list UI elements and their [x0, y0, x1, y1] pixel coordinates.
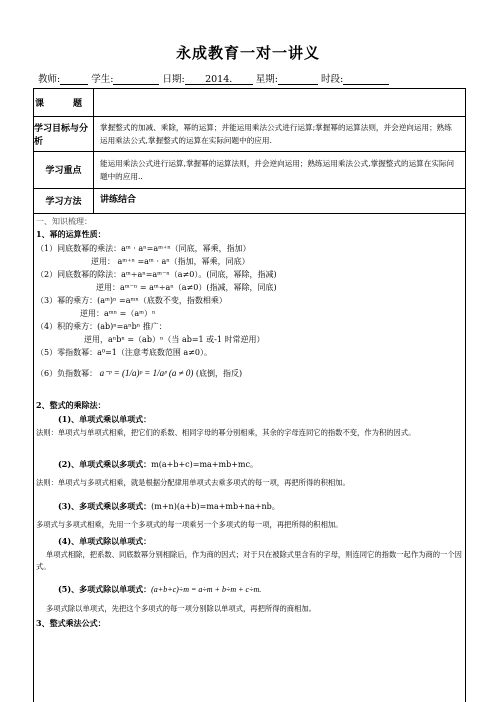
- poly-times-poly-formula: (m+n)(a+b)=ma+mb+na+nb。: [151, 502, 280, 511]
- row-method: [34, 188, 465, 214]
- section-heading: 一、知识梳理：: [36, 217, 92, 226]
- row-body-focus: 能运用乘法公式进行运算,掌握幂的运算法则，并会逆向运用；熟练运用乘法公式,掌握整式的运算在实际问题中的应用..: [100, 158, 455, 181]
- rule-3-inverse: 逆用：aᵐⁿ =（aᵐ）ⁿ: [80, 309, 156, 318]
- period-blank[interactable]: [343, 74, 389, 85]
- row-head-method: 学习方法: [34, 188, 94, 213]
- negative-exponent-formula: a⁻ᵖ = (1/a)ᵖ = 1/aᵖ (a ≠ 0): [99, 368, 194, 378]
- header-info-line: [38, 71, 478, 85]
- rule-1-inverse: 逆用： aᵐ⁺ⁿ =aᵐ · aⁿ（指加，幂乘，同底）: [91, 257, 250, 266]
- period-label: 时段:: [320, 74, 344, 85]
- teacher-label: 教师:: [38, 74, 61, 85]
- mono-times-poly-heading: (2)、单项式乘以多项式：: [58, 459, 152, 469]
- rule-4: （4）积的乘方：(ab)ⁿ=aⁿbⁿ 推广：: [36, 322, 167, 331]
- poly-div-mono: [58, 583, 261, 596]
- rule-4-inverse: 逆用，aⁿbⁿ =（ab）ⁿ（当 ab=1 或-1 时常逆用）: [84, 335, 265, 344]
- student-label: 学生:: [91, 74, 114, 85]
- rule-6-label: （6）负指数幂：: [36, 369, 98, 378]
- teacher-blank[interactable]: [60, 74, 88, 85]
- rule-2-inverse: 逆用：aᵐ⁻ⁿ = aᵐ÷aⁿ（a≠0）(指减，幂除，同底): [96, 283, 277, 292]
- document-title: 永成教育一对一讲义: [175, 44, 320, 62]
- mono-times-mono-rule: 法则：单项式与单项式相乘，把它们的系数、相同字母的幂分别相乘，其余的字母连同它的指数不变，作为积的因式。: [36, 428, 416, 437]
- poly-div-mono-heading: (5)、多项式除以单项式：: [58, 584, 152, 594]
- rule-6-note: (底倒，指反): [195, 369, 243, 378]
- mono-times-poly-formula: m(a+b+c)=ma+mb+mc。: [151, 460, 258, 469]
- subsection-power-rules: 1、幂的运算性质：: [36, 229, 106, 239]
- row-focus: [34, 151, 465, 189]
- lesson-table: [33, 88, 466, 702]
- student-blank[interactable]: [113, 74, 159, 85]
- poly-times-poly-rule: 多项式与多项式相乘，先用一个多项式的每一项乘另一个多项式的每一项，再把所得的积相加。: [36, 520, 343, 529]
- row-objectives: [34, 116, 465, 152]
- rule-6: [36, 367, 242, 380]
- mono-times-poly-rule: 法则：单项式与多项式相乘，就是根据分配律用单项式去乘多项式的每一项，再把所得的积相加。: [36, 478, 350, 487]
- rule-3: （3）幂的乘方：(aᵐ)ⁿ =aᵐⁿ（底数不变，指数相乘）: [36, 296, 227, 305]
- row-topic: [34, 89, 465, 117]
- date-label: 日期:: [162, 74, 185, 85]
- rule-1: （1）同底数幂的乘法：aᵐ · aⁿ=aᵐ⁺ⁿ（同底，幂乘，指加）: [36, 244, 251, 253]
- date-value: 2014.: [205, 74, 233, 85]
- row-head-topic: 课 题: [34, 89, 94, 116]
- poly-times-poly: [58, 500, 280, 513]
- rule-5: （5）零指数幂：a⁰=1（注意考底数范围 a≠0）。: [36, 348, 212, 357]
- date-blank[interactable]: [185, 74, 253, 85]
- subsection-multiply-divide: 2、整式的乘除法：: [36, 400, 106, 410]
- rule-2: （2）同底数幂的除法：aᵐ÷aⁿ=aᵐ⁻ⁿ（a≠0）。(同底，幂除，指减): [36, 270, 277, 279]
- subsection-multiplication-formulas: 3、整式乘法公式：: [36, 618, 106, 628]
- mono-times-poly: [58, 458, 258, 471]
- row-head-objectives: 学习目标与分析: [34, 116, 94, 151]
- mono-times-mono-heading: (1)、单项式乘以单项式：: [58, 414, 152, 424]
- row-body-method: 讲练结合: [100, 195, 137, 205]
- week-label: 星期:: [255, 74, 278, 85]
- mono-div-mono-heading: (4)、单项式除以单项式：: [58, 536, 152, 546]
- row-head-focus: 学习重点: [34, 151, 94, 188]
- poly-times-poly-heading: (3)、多项式乘以多项式：: [58, 501, 152, 511]
- poly-div-mono-formula: (a+b+c)÷m = a÷m + b÷m + c÷m.: [151, 585, 262, 594]
- week-blank[interactable]: [278, 74, 318, 85]
- row-body-topic[interactable]: [94, 89, 465, 116]
- row-body-objectives: 掌握整式的加减、乘除，幂的运算；并能运用乘法公式进行运算;掌握幂的运算法则，并会逆向运用；熟练运用乘法公式,掌握整式的运算在实际问题中的应用.: [100, 122, 452, 145]
- poly-div-mono-rule: 多项式除以单项式，先把这个多项式的每一项分别除以单项式，再把所得的商相加。: [46, 604, 316, 613]
- mono-div-mono-rule: 单项式相除，把系数、同底数幂分别相除后，作为商的因式；对于只在被除式里含有的字母，则连同它的指数一起作为商的一个因式。: [36, 550, 462, 571]
